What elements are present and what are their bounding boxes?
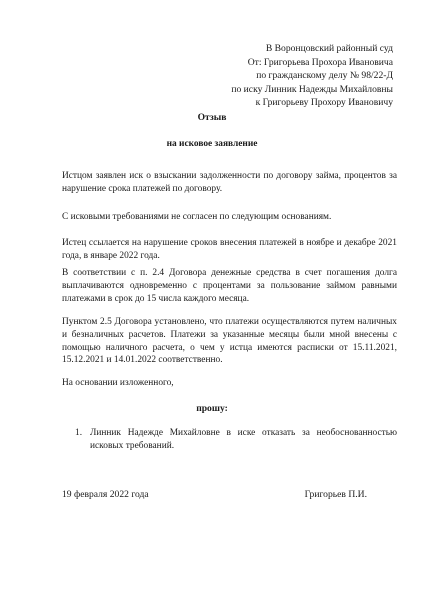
document-subtitle: на исковое заявление — [166, 139, 258, 149]
list-item — [62, 427, 397, 453]
document-header — [231, 42, 393, 110]
paragraph-clause-2-5: Пунктом 2.5 Договора установлено, что платежи осуществляются путем наличных и безналичных расчетов. Платежи за указанные месяцы были мной внесены с помощью наличного расчета, о чем у истца имеются расписки от 15.11.2021, 15.12.2021 и 14.01.2022 соответственно. — [62, 317, 397, 366]
request-list — [62, 427, 397, 453]
paragraph-clause-2-4: В соответствии с п. 2.4 Договора денежные средства в счет погашения долга выплачиваются одновременно с процентами за пользование займом равными платежами в срок до 15 числа каждого месяца. — [62, 268, 397, 304]
document-title: Отзыв — [197, 112, 227, 123]
header-defendant: к Григорьеву Прохору Ивановичу — [255, 97, 393, 109]
paragraph-basis: На основании изложенного, — [62, 378, 174, 388]
list-item-text: Линник Надежде Михайловне в иске отказать за необоснованностью исковых требований. — [90, 428, 397, 451]
header-plaintiff: по иску Линник Надежды Михайловны — [231, 83, 393, 95]
paragraph-plaintiff-reference: Истец ссылается на нарушение сроков внесения платежей в ноябре и декабре 2021 года, в январе 2022 года. — [62, 238, 397, 261]
paragraph-claim: Истцом заявлен иск о взыскании задолженности по договору займа, процентов за нарушение срока платежей по договору. — [62, 171, 397, 194]
document-date: 19 февраля 2022 года — [62, 489, 149, 500]
header-case-number: по гражданскому делу № 98/22-Д — [256, 70, 393, 82]
header-from: От: Григорьева Прохора Ивановича — [247, 56, 393, 68]
request-heading: прошу: — [196, 403, 228, 414]
list-item-number: 1. — [75, 428, 83, 438]
document-signature: Григорьев П.И. — [304, 489, 367, 500]
header-court: В Воронцовский районный суд — [265, 43, 393, 54]
paragraph-disagreement: С исковыми требованиями не согласен по следующим основаниям. — [62, 212, 332, 222]
